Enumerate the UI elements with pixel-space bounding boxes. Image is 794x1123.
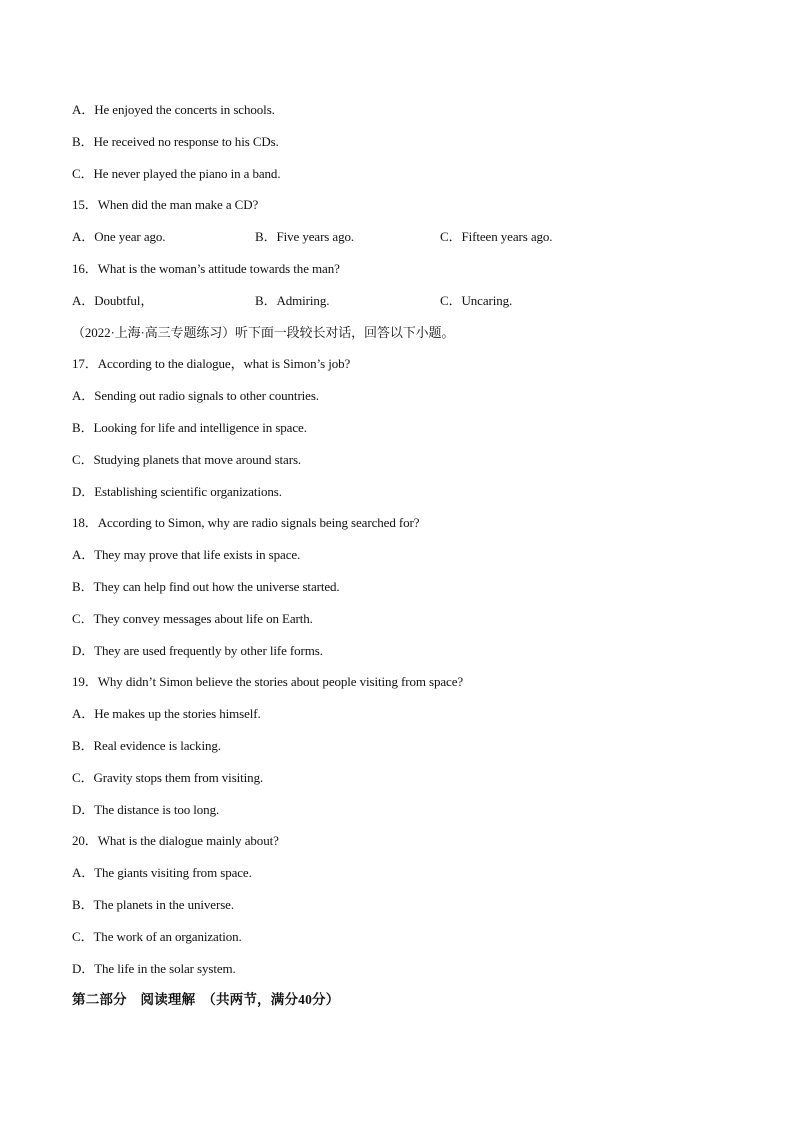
- q18-option-d: D．They are used frequently by other life forms.: [72, 642, 323, 658]
- q19-question: 19．Why didn’t Simon believe the stories about people visiting from space?: [72, 674, 464, 690]
- section-heading: 第二部分 阅读理解 （共两节，满分40分）: [72, 992, 340, 1008]
- q19-option-b: B．Real evidence is lacking.: [72, 737, 221, 753]
- q16-option-b: B．Admiring.: [255, 292, 330, 308]
- q19-option-d: D．The distance is too long.: [72, 801, 220, 817]
- q18-option-c: C．They convey messages about life on Earth.: [72, 610, 313, 626]
- q17-option-b: B．Looking for life and intelligence in space.: [72, 419, 307, 435]
- q20-option-d: D．The life in the solar system.: [72, 960, 236, 976]
- q20-option-a: A．The giants visiting from space.: [72, 865, 252, 881]
- q16-question: 16．What is the woman’s attitude towards the man?: [72, 260, 340, 276]
- q14-option-b: B．He received no response to his CDs.: [72, 133, 279, 149]
- q16-option-a: A．Doubtful，: [72, 292, 154, 308]
- q15-option-a: A．One year ago.: [72, 229, 166, 245]
- passage-intro: （2022·上海·高三专题练习）听下面一段较长对话，回答以下小题。: [72, 324, 455, 340]
- q18-option-b: B．They can help find out how the universe started.: [72, 578, 340, 594]
- q18-question: 18．According to Simon, why are radio signals being searched for?: [72, 515, 420, 531]
- q16-options: [72, 292, 732, 324]
- q17-option-c: C．Studying planets that move around stars.: [72, 451, 302, 467]
- q14-option-c: C．He never played the piano in a band.: [72, 165, 281, 181]
- q15-option-b: B．Five years ago.: [255, 229, 355, 245]
- q16-option-c: C．Uncaring.: [440, 292, 513, 308]
- q15-question: 15．When did the man make a CD?: [72, 197, 259, 213]
- q14-option-a: A．He enjoyed the concerts in schools.: [72, 102, 275, 117]
- q17-option-d: D．Establishing scientific organizations.: [72, 483, 282, 499]
- q20-option-b: B．The planets in the universe.: [72, 896, 234, 912]
- q18-option-a: A．They may prove that life exists in space.: [72, 547, 301, 563]
- q19-option-a: A．He makes up the stories himself.: [72, 706, 261, 722]
- q17-option-a: A．Sending out radio signals to other countries.: [72, 388, 319, 404]
- q15-options: [72, 228, 732, 260]
- q17-question: 17．According to the dialogue，what is Simon’s job?: [72, 356, 351, 372]
- q15-option-c: C．Fifteen years ago.: [440, 229, 553, 245]
- q20-option-c: C．The work of an organization.: [72, 928, 242, 944]
- q19-option-c: C．Gravity stops them from visiting.: [72, 769, 264, 785]
- page-content: [72, 101, 732, 1023]
- q20-question: 20．What is the dialogue mainly about?: [72, 833, 279, 849]
